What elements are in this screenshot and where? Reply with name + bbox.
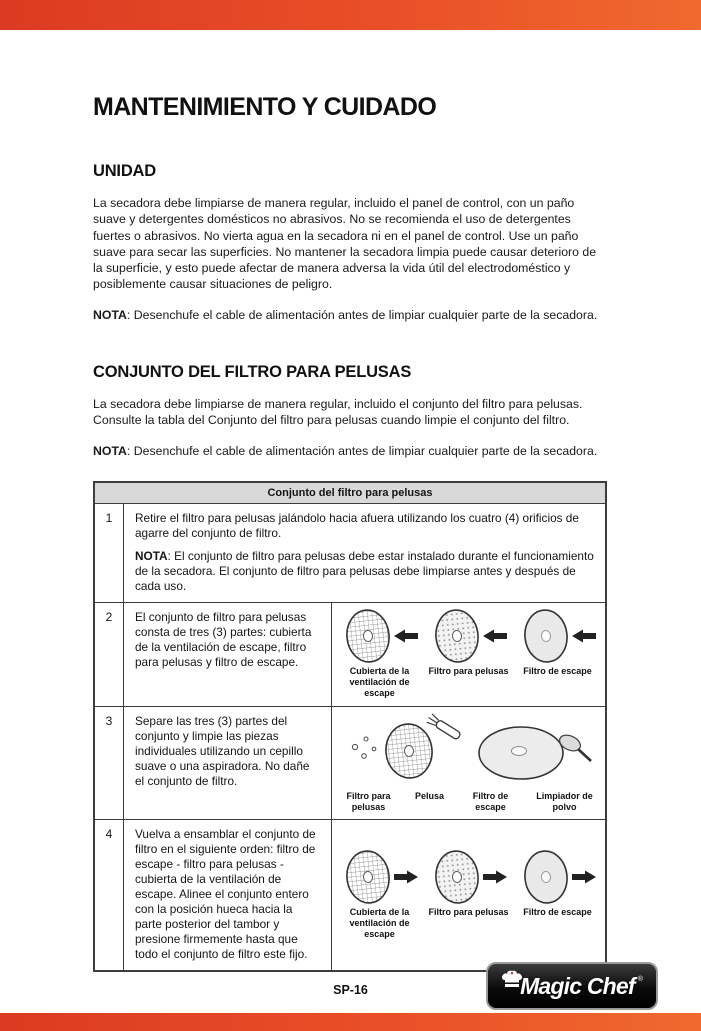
arrow-left-icon	[483, 630, 507, 643]
vent-cover-figure	[335, 848, 424, 940]
table-row-1	[95, 504, 605, 602]
row-1-text-cell	[124, 504, 605, 602]
filtro-paragraph: La secadora debe limpiarse de manera regular, incluido el conjunto del filtro para pelusas. Consulte la tabla del Conjunto del filtro para pelusas cuando limpie el conjunto del filtro.	[93, 397, 583, 428]
logo-text: Magic Chef	[520, 972, 635, 999]
figure-label: Cubierta de la ventilación de escape	[349, 666, 410, 699]
reassembly-figure	[335, 848, 602, 940]
step-text: Vuelva a ensamblar el conjunto de filtro en el siguiente orden: filtro de escape - filtro para pelusas - cubierta de la ventilación de escape. Alinee el conjunto entero con la posición hueca hacia la parte posterior del tambor y presione firmemente hasta que todo el conjunto de filtro este fijo.	[135, 826, 316, 961]
cleaning-figure-icon	[339, 711, 599, 789]
nota-text: : Desenchufe el cable de alimentación antes de limpiar cualquier parte de la secadora.	[126, 307, 598, 322]
table-row-2	[95, 602, 605, 706]
lint-filter-icon	[383, 722, 434, 781]
figure-label: Limpiador de polvo	[536, 790, 593, 812]
figure-label: Filtro para pelusas	[428, 906, 509, 917]
vent-cover-icon	[338, 607, 422, 665]
lint-filter-figure	[424, 848, 513, 918]
step-nota	[135, 549, 595, 594]
row-3-diagram	[332, 707, 605, 819]
nota-label: NOTA	[135, 548, 168, 563]
row-3-labels	[338, 791, 600, 813]
row-number: 2	[95, 603, 124, 706]
exhaust-filter-figure	[513, 607, 602, 677]
figure-label: Filtro de escape	[472, 790, 509, 812]
arrow-left-icon	[572, 630, 596, 643]
step-text: Separe las tres (3) partes del conjunto y limpie las piezas individuales utilizando un cepillo suave o una aspiradora. No dañe el conjunto de filtro.	[135, 713, 310, 788]
figure-label: Pelusa	[414, 790, 445, 801]
unidad-paragraph: La secadora debe limpiarse de manera regular, incluido el panel de control, con un paño suave y detergentes domésticos no abrasivos. No se recomienda el uso de detergentes fuertes o abrasivos. No vierta agua en la secadora ni en el panel de control. Use un paño suave para secar las superficies. No mantener la secadora limpia puede causar deterioro de la superficie, y esto puede afectar de manera adversa la vida útil del electrodoméstico y posiblemente causar situaciones de peligro.	[93, 196, 597, 292]
nota-text: : El conjunto de filtro para pelusas debe estar instalado durante el funcionamiento de la secadora. El conjunto de filtro para pelusas debe limpiarse antes y después de cada uso.	[135, 548, 594, 593]
arrow-left-icon	[394, 630, 418, 643]
figure-label: Filtro de escape	[523, 666, 592, 677]
vent-cover-icon	[338, 848, 422, 906]
row-4-text-cell	[124, 820, 332, 970]
page-content	[93, 30, 607, 972]
lint-filter-icon	[427, 848, 511, 906]
unidad-nota	[93, 307, 607, 323]
row-number: 4	[95, 820, 124, 970]
nota-label: NOTA	[93, 307, 127, 322]
row-number: 1	[95, 504, 124, 602]
filter-parts-figure	[335, 607, 602, 699]
figure-label: Filtro para pelusas	[428, 666, 509, 677]
row-4-diagram	[332, 820, 605, 970]
table-header: Conjunto del filtro para pelusas	[95, 483, 605, 504]
figure-label: Filtro para pelusas	[346, 790, 391, 812]
row-2-text-cell	[124, 603, 332, 706]
arrow-right-icon	[394, 870, 418, 883]
row-3-text-cell	[124, 707, 332, 819]
exhaust-filter-figure	[513, 848, 602, 918]
figure-label: Cubierta de la ventilación de escape	[349, 906, 410, 939]
registered-mark: ®	[637, 976, 643, 983]
step-text: El conjunto de filtro para pelusas consta de tres (3) partes: cubierta de la ventilación de escape, filtro para pelusas y filtro de escape.	[135, 609, 312, 669]
magic-chef-logo	[486, 962, 658, 1010]
nota-label: NOTA	[93, 443, 127, 458]
bottom-color-bar	[0, 1013, 701, 1031]
arrow-right-icon	[483, 870, 507, 883]
top-color-bar	[0, 0, 701, 30]
row-2-diagram	[332, 603, 605, 706]
row-number: 3	[95, 707, 124, 819]
figure-label: Filtro de escape	[523, 906, 592, 917]
filtro-nota	[93, 443, 607, 459]
lint-filter-figure	[424, 607, 513, 677]
step-text: Retire el filtro para pelusas jalándolo hacia afuera utilizando los cuatro (4) orificios de agarre del conjunto de filtro.	[135, 510, 579, 540]
lint-filter-icon	[427, 607, 511, 665]
brush-icon	[425, 713, 461, 741]
table-row-3	[95, 706, 605, 819]
exhaust-filter-icon	[516, 607, 600, 665]
nota-text: : Desenchufe el cable de alimentación antes de limpiar cualquier parte de la secadora.	[126, 443, 598, 458]
vent-cover-figure	[335, 607, 424, 699]
section-heading-unidad: UNIDAD	[93, 162, 156, 180]
arrow-right-icon	[572, 870, 596, 883]
exhaust-filter-icon	[516, 848, 600, 906]
table-row-4	[95, 819, 605, 970]
lint-icon	[352, 737, 375, 758]
page-title: MANTENIMIENTO Y CUIDADO	[93, 93, 437, 121]
filter-assembly-table	[93, 481, 607, 972]
section-heading-filtro-pelusas: CONJUNTO DEL FILTRO PARA PELUSAS	[93, 363, 412, 382]
page-number: SP-16	[333, 983, 368, 997]
